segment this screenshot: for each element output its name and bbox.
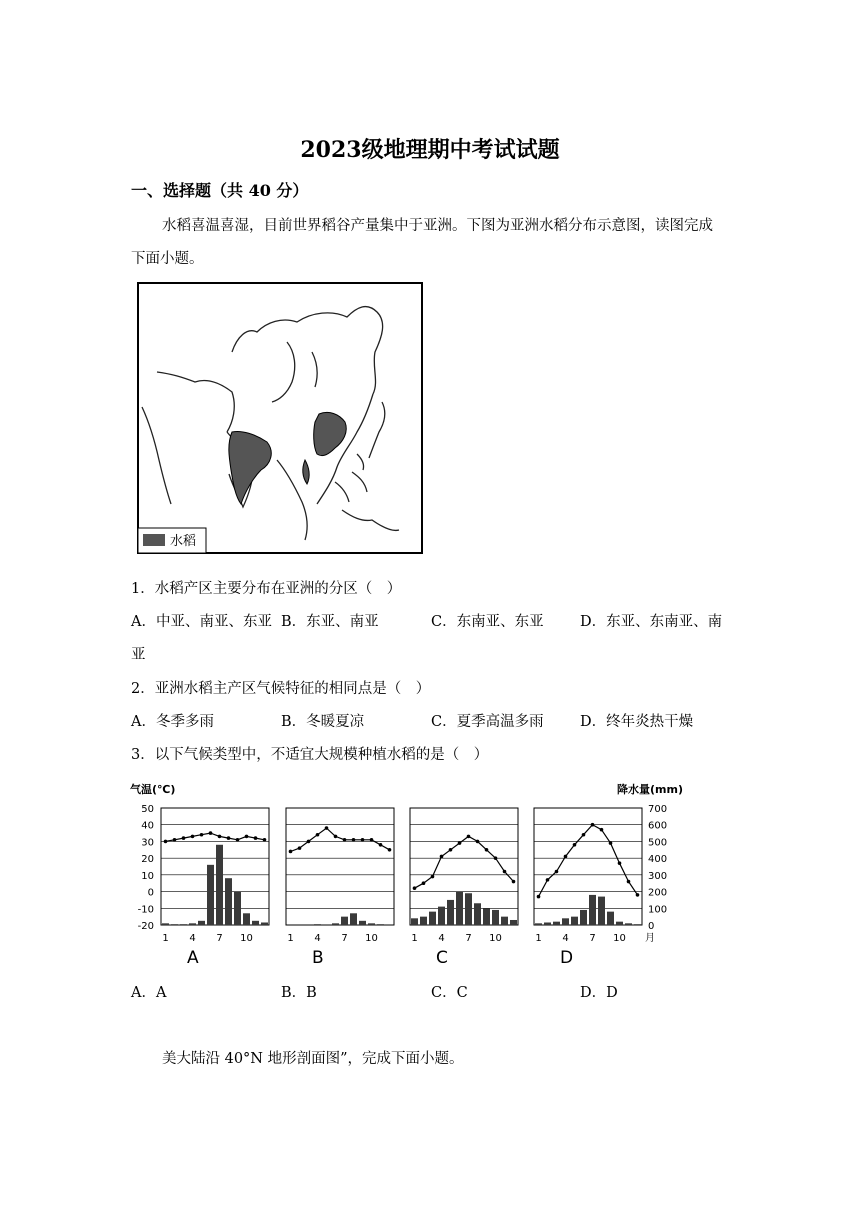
panel-b-label: B [312, 948, 324, 968]
panel-a-precip-bar [252, 921, 259, 925]
panel-c-month-tick: 7 [465, 933, 472, 944]
panel-a-month-tick: 4 [189, 933, 196, 944]
panel-a-label: A [187, 948, 199, 968]
temperature-tick-label: 50 [141, 804, 154, 815]
panel-b-temp-point [388, 848, 392, 852]
precipitation-tick-label: 200 [648, 887, 668, 899]
temperature-tick-label: 0 [147, 887, 154, 899]
panel-c-precip-bar [474, 903, 481, 925]
panel-b-month-tick: 1 [287, 933, 294, 944]
intro-line-1: 水稻喜温喜湿，目前世界稻谷产量集中于亚洲。下图为亚洲水稻分布示意图，读图完成 [162, 218, 713, 234]
panel-d-month-tick: 1 [535, 933, 542, 944]
question-1-option-b: B．东亚、南亚 [281, 614, 379, 630]
panel-c-month-tick: 4 [438, 933, 445, 944]
panel-b-temp-point [370, 838, 374, 842]
panel-a-precip-bar [180, 924, 187, 925]
section-heading: 一、选择题（共 40 分） [131, 181, 309, 200]
panel-a-temp-point [254, 836, 258, 840]
panel-d-month-tick: 7 [589, 933, 596, 944]
panel-d-temp-point [537, 895, 541, 899]
panel-c-label: C [436, 948, 448, 968]
panel-d-precip-bar [535, 923, 542, 925]
temperature-tick-label: 10 [141, 870, 154, 882]
panel-d-precip-bar [571, 917, 578, 925]
question-1-option-a: A．中亚、南亚、东亚 [131, 614, 272, 630]
map-frame [138, 283, 422, 553]
precipitation-tick-label: 0 [648, 921, 655, 932]
panel-d-label: D [560, 948, 574, 968]
panel-b-temp-point [307, 840, 311, 844]
panel-a-temp-point [236, 838, 240, 842]
panel-a-precip-bar [162, 923, 169, 925]
panel-d-temp-point [627, 880, 631, 884]
panel-c-precip-bar [501, 917, 508, 925]
panel-c-month-tick: 10 [489, 933, 502, 944]
precipitation-tick-label: 100 [648, 904, 668, 916]
panel-c-precip-bar [438, 907, 445, 925]
panel-c-precip-bar [492, 910, 499, 925]
question-1-stem: 1．水稻产区主要分布在亚洲的分区（ ） [131, 581, 402, 597]
panel-c-precip-bar [411, 918, 418, 925]
panel-b-precip-bar [359, 921, 366, 925]
question-2-option-d: D．终年炎热干燥 [580, 714, 694, 730]
panel-b-temp-point [334, 835, 338, 839]
question-1-option-d: D．东亚、东南亚、南 [580, 614, 723, 630]
panel-d-temp-point [609, 841, 613, 845]
panel-c-temp-point [494, 856, 498, 860]
panel-c-temp-point [440, 855, 444, 859]
panel-a-temp-point [164, 840, 168, 844]
question-3-option-b: B．B [281, 985, 317, 1001]
question-2-option-a: A．冬季多雨 [131, 714, 214, 730]
panel-a-temp-point [200, 833, 204, 837]
panel-d-precip-bar [598, 897, 605, 925]
panel-d-temp-point [546, 878, 550, 882]
panel-a-temp-point [245, 835, 249, 839]
footer-line: 美大陆沿 40°N 地形剖面图”，完成下面小题。 [162, 1051, 464, 1067]
panel-a-temp-point [218, 835, 222, 839]
panel-d-temp-point [618, 861, 622, 865]
panel-c-temp-point [431, 875, 435, 879]
panel-a-temp-point [191, 835, 195, 839]
question-1-option-d-wrap: 亚 [131, 647, 146, 663]
precipitation-tick-label: 600 [648, 820, 668, 832]
panel-d-frame [534, 808, 642, 925]
panel-d-precip-bar [625, 923, 632, 925]
panel-a-temp-point [263, 838, 267, 842]
temperature-tick-label: 20 [141, 854, 154, 866]
panel-c-precip-bar [456, 892, 463, 925]
temperature-tick-label: 40 [141, 820, 154, 832]
panel-a-precip-bar [189, 923, 196, 925]
panel-a-precip-bar [261, 922, 268, 925]
panel-b-precip-bar [350, 913, 357, 925]
panel-d-temp-point [564, 855, 568, 859]
panel-d-precip-bar [553, 922, 560, 925]
precipitation-tick-label: 400 [648, 854, 668, 866]
panel-d-precip-bar [562, 918, 569, 925]
panel-d-precip-bar [616, 922, 623, 925]
panel-a-precip-bar [243, 913, 250, 925]
panel-c-precip-bar [510, 920, 517, 925]
temperature-tick-label: 30 [141, 837, 154, 849]
panel-b-month-tick: 7 [341, 933, 348, 944]
panel-c-precip-bar [447, 900, 454, 925]
panel-a-temp-point [182, 836, 186, 840]
panel-c-temp-point [485, 848, 489, 852]
precipitation-tick-label: 500 [648, 837, 668, 849]
panel-b-temp-point [379, 843, 383, 847]
precipitation-axis-title: 降水量(mm) [617, 783, 683, 796]
panel-d-precip-bar [544, 922, 551, 925]
panel-a-precip-bar [198, 921, 205, 925]
panel-b-temp-point [289, 850, 293, 854]
panel-c-precip-bar [429, 912, 436, 925]
panel-b-temp-point [352, 838, 356, 842]
panel-d-temp-point [591, 823, 595, 827]
question-2-option-b: B．冬暖夏凉 [281, 714, 365, 730]
temperature-axis-title: 气温(℃) [130, 783, 176, 796]
panel-b-temp-point [361, 838, 365, 842]
panel-c-temp-point [458, 841, 462, 845]
panel-a-temp-point [209, 831, 213, 835]
panel-d-month-tick: 10 [613, 933, 626, 944]
panel-a-frame [161, 808, 269, 925]
panel-b-precip-bar [368, 923, 375, 925]
panel-a-month-tick: 10 [240, 933, 253, 944]
panel-c-precip-bar [420, 917, 427, 925]
panel-a-precip-bar [234, 892, 241, 925]
panel-a-temp-point [173, 838, 177, 842]
panel-a-precip-bar [207, 865, 214, 925]
page-title: 2023级地理期中考试试题 [300, 137, 560, 163]
panel-b-frame [286, 808, 394, 925]
panel-c-month-tick: 1 [411, 933, 418, 944]
question-2-option-c: C．夏季高温多雨 [431, 714, 544, 730]
panel-d-precip-bar [580, 910, 587, 925]
panel-c-precip-bar [483, 908, 490, 925]
panel-c-precip-bar [465, 893, 472, 925]
panel-d-temp-point [582, 833, 586, 837]
panel-c-temp-point [503, 870, 507, 874]
panel-d-temp-point [573, 843, 577, 847]
panel-b-month-tick: 10 [365, 933, 378, 944]
panel-b-precip-bar [341, 917, 348, 925]
panel-a-month-tick: 1 [162, 933, 169, 944]
panel-d-precip-bar [607, 912, 614, 925]
panel-c-temp-point [476, 840, 480, 844]
panel-c-temp-point [467, 835, 471, 839]
panel-a-precip-bar [171, 924, 178, 925]
precipitation-tick-label: 300 [648, 870, 668, 882]
panel-b-precip-bar [314, 924, 321, 925]
panel-b-month-tick: 4 [314, 933, 321, 944]
climate-charts [128, 775, 698, 970]
panel-c-temp-point [512, 880, 516, 884]
panel-d-temp-point [636, 893, 640, 897]
temperature-tick-label: -10 [137, 904, 154, 916]
panel-b-temp-point [325, 826, 329, 830]
panel-b-precip-bar [332, 923, 339, 925]
question-3-option-d: D．D [580, 985, 618, 1001]
question-1-option-c: C．东南亚、东亚 [431, 614, 544, 630]
panel-b-temp-point [298, 846, 302, 850]
temperature-tick-label: -20 [137, 921, 154, 932]
panel-c-temp-point [449, 848, 453, 852]
question-3-option-a: A．A [131, 985, 167, 1001]
question-2-stem: 2．亚洲水稻主产区气候特征的相同点是（ ） [131, 681, 431, 697]
panel-d-precip-bar [589, 895, 596, 925]
month-unit-label: 月 [645, 933, 655, 944]
legend-label: 水稻 [170, 534, 197, 549]
asia-rice-map [137, 282, 424, 555]
panel-b-precip-bar [377, 924, 384, 925]
panel-d-month-tick: 4 [562, 933, 569, 944]
panel-a-precip-bar [216, 845, 223, 925]
panel-d-temp-point [600, 828, 604, 832]
panel-a-temp-point [227, 836, 231, 840]
panel-c-temp-point [413, 886, 417, 890]
panel-a-precip-bar [225, 878, 232, 925]
legend-swatch [143, 534, 165, 546]
precipitation-tick-label: 700 [648, 804, 668, 815]
question-3-stem: 3．以下气候类型中，不适宜大规模种植水稻的是（ ） [131, 747, 489, 763]
panel-b-temp-point [316, 833, 320, 837]
intro-line-2: 下面小题。 [131, 251, 204, 267]
panel-b-temp-point [343, 838, 347, 842]
panel-d-precip-bar [634, 924, 641, 925]
panel-a-month-tick: 7 [216, 933, 223, 944]
question-3-option-c: C．C [431, 985, 468, 1001]
panel-d-temp-point [555, 870, 559, 874]
panel-c-temp-point [422, 881, 426, 885]
